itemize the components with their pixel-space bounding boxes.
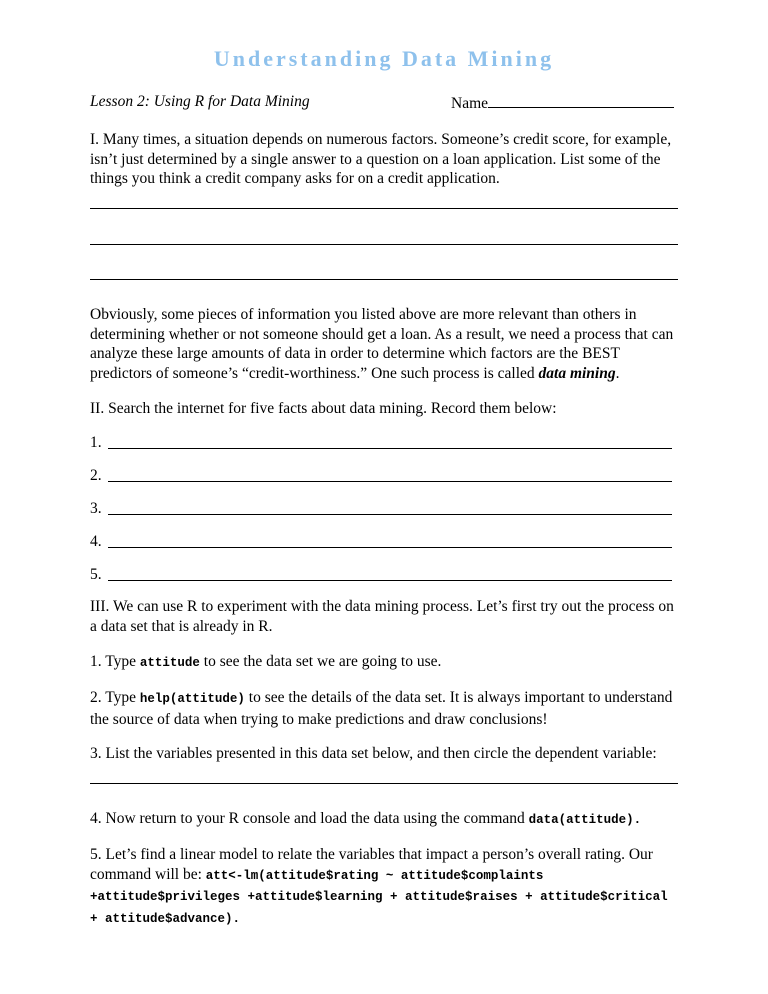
step-4-code: data(attitude). <box>528 813 642 827</box>
lesson-label: Lesson 2: Using R for Data Mining <box>90 93 310 110</box>
fact-number: 5. <box>90 566 102 583</box>
name-blank[interactable] <box>488 93 674 108</box>
fact-line-3[interactable] <box>90 500 678 520</box>
step-2-pre: 2. Type <box>90 689 140 706</box>
question-3-text: III. We can use R to experiment with the data mining process. Let’s first try out the process on a data set that is already in R. <box>90 598 674 635</box>
step-4-pre: 4. Now return to your R console and load the data using the command <box>90 810 529 827</box>
fact-number: 4. <box>90 533 102 550</box>
data-mining-paragraph <box>90 305 680 383</box>
answer-line-3[interactable] <box>90 279 678 280</box>
fact-number: 3. <box>90 500 102 517</box>
step-2-code: help(attitude) <box>139 692 245 706</box>
step-3: 3. List the variables presented in this data set below, and then circle the dependent variable: <box>90 745 657 762</box>
step-5-pre: 5. Let’s find a linear model to relate the variables that impact a person’s overall rating. Our command will be: <box>90 846 653 883</box>
step-1-code: attitude <box>139 656 200 670</box>
step-2 <box>90 688 680 729</box>
step-5-code: att<-lm(attitude$rating ~ attitude$complaints +attitude$privileges +attitude$learning + attitude$raises + attitude$critical + attitude$advance). <box>90 868 668 926</box>
question-1-text: I. Many times, a situation depends on numerous factors. Someone’s credit score, for example, isn’t just determined by a single answer to a question on a loan application. List some of the things you think a credit company asks for on a credit application. <box>90 131 672 187</box>
page-title: Understanding Data Mining <box>213 46 555 71</box>
paragraph-text: Obviously, some pieces of information you listed above are more relevant than others in determining whether or not someone should get a loan. As a result, we need a process that can analyze these large amounts of data in order to determine which factors are the BEST predictors of someone’s “credit-worthiness.” One such process is called <box>90 306 674 382</box>
name-field[interactable] <box>451 93 674 113</box>
fact-line-5[interactable] <box>90 566 678 586</box>
step-1 <box>90 652 680 674</box>
step-1-pre: 1. Type <box>90 653 140 670</box>
variables-answer-line[interactable] <box>90 783 678 784</box>
fact-line-4[interactable] <box>90 533 678 553</box>
data-mining-term: data mining <box>538 364 616 382</box>
step-5 <box>90 845 680 929</box>
fact-line-1[interactable] <box>90 434 678 454</box>
name-label: Name <box>451 95 489 112</box>
answer-line-1[interactable] <box>90 208 678 209</box>
step-2-post: to see the details of the data set. It is always important to understand the source of data when trying to make predictions and draw conclusions! <box>90 689 673 728</box>
fact-line-2[interactable] <box>90 467 678 487</box>
step-1-post: to see the data set we are going to use. <box>199 653 442 670</box>
answer-line-2[interactable] <box>90 244 678 245</box>
fact-number: 2. <box>90 467 102 484</box>
fact-number: 1. <box>90 434 102 451</box>
step-4 <box>90 809 680 831</box>
paragraph-period: . <box>615 364 620 382</box>
question-2-text: II. Search the internet for five facts about data mining. Record them below: <box>90 400 557 417</box>
